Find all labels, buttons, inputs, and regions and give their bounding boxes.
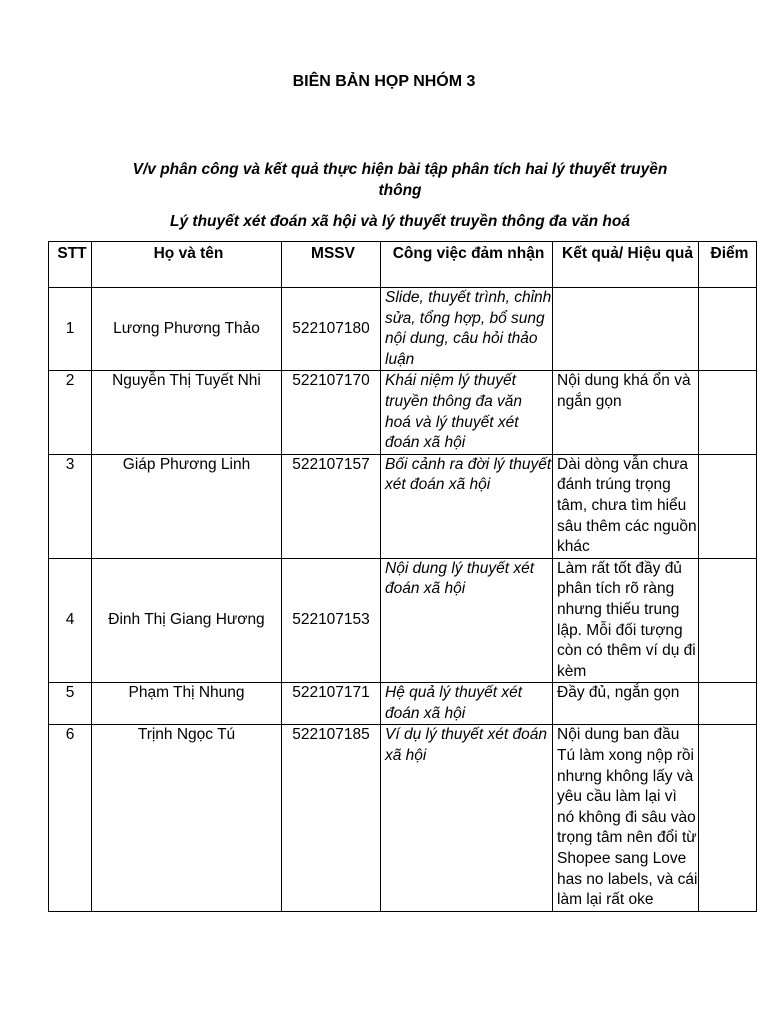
- cell-name: Giáp Phương Linh: [92, 454, 282, 558]
- cell-result: [553, 288, 699, 371]
- cell-name: Phạm Thị Nhung: [92, 683, 282, 725]
- cell-mssv: 522107185: [282, 725, 381, 911]
- cell-score: [699, 454, 757, 558]
- cell-stt: 4: [49, 558, 92, 683]
- table-row: [49, 558, 757, 683]
- document-subtitle-theories: Lý thuyết xét đoán xã hội và lý thuyết truyền thông đa văn hoá: [170, 213, 630, 230]
- cell-result: Làm rất tốt đầy đủ phân tích rõ ràng nhưng thiếu trung lập. Mỗi đối tượng còn có thêm ví dụ đi kèm: [553, 558, 699, 683]
- cell-result: Nội dung khá ổn và ngắn gọn: [553, 371, 699, 454]
- document-subtitle: V/v phân công và kết quả thực hiện bài tập phân tích hai lý thuyết truyền thông: [132, 161, 668, 199]
- cell-score: [699, 683, 757, 725]
- cell-stt: 3: [49, 454, 92, 558]
- document-title: BIÊN BẢN HỌP NHÓM 3: [292, 73, 476, 90]
- cell-score: [699, 725, 757, 911]
- table-row: [49, 683, 757, 725]
- cell-mssv: 522107180: [282, 288, 381, 371]
- cell-score: [699, 558, 757, 683]
- cell-result: Nội dung ban đầu Tú làm xong nộp rồi nhưng không lấy và yêu cầu làm lại vì nó không đi sâu vào trọng tâm nên đổi từ Shopee sang Love has no labels, và cái làm lại rất oke: [553, 725, 699, 911]
- table-row: [49, 454, 757, 558]
- table-row: [49, 288, 757, 371]
- cell-score: [699, 371, 757, 454]
- cell-task: Ví dụ lý thuyết xét đoán xã hội: [381, 725, 553, 911]
- cell-stt: 2: [49, 371, 92, 454]
- cell-mssv: 522107171: [282, 683, 381, 725]
- header-result: Kết quả/ Hiệu quả: [553, 242, 699, 288]
- cell-stt: 6: [49, 725, 92, 911]
- cell-stt: 1: [49, 288, 92, 371]
- header-score: Điểm: [699, 242, 757, 288]
- cell-task: Bối cảnh ra đời lý thuyết xét đoán xã hội: [381, 454, 553, 558]
- cell-name: Đinh Thị Giang Hương: [92, 558, 282, 683]
- cell-mssv: 522107157: [282, 454, 381, 558]
- cell-score: [699, 288, 757, 371]
- table-row: [49, 725, 757, 911]
- header-task: Công việc đảm nhận: [381, 242, 553, 288]
- header-stt: STT: [49, 242, 92, 288]
- cell-task: Nội dung lý thuyết xét đoán xã hội: [381, 558, 553, 683]
- cell-name: Trịnh Ngọc Tú: [92, 725, 282, 911]
- cell-stt: 5: [49, 683, 92, 725]
- cell-result: Dài dòng vẫn chưa đánh trúng trọng tâm, chưa tìm hiểu sâu thêm các nguồn khác: [553, 454, 699, 558]
- header-mssv: MSSV: [282, 242, 381, 288]
- cell-task: Hệ quả lý thuyết xét đoán xã hội: [381, 683, 553, 725]
- cell-name: Lương Phương Thảo: [92, 288, 282, 371]
- table-row: [49, 371, 757, 454]
- header-name: Họ và tên: [92, 242, 282, 288]
- cell-task: Khái niệm lý thuyết truyền thông đa văn hoá và lý thuyết xét đoán xã hội: [381, 371, 553, 454]
- cell-mssv: 522107170: [282, 371, 381, 454]
- cell-mssv: 522107153: [282, 558, 381, 683]
- cell-result: Đầy đủ, ngắn gọn: [553, 683, 699, 725]
- assignment-table: [48, 241, 757, 912]
- cell-name: Nguyễn Thị Tuyết Nhi: [92, 371, 282, 454]
- table-header-row: [49, 242, 757, 288]
- cell-task: Slide, thuyết trình, chỉnh sửa, tổng hợp, bổ sung nội dung, câu hỏi thảo luận: [381, 288, 553, 371]
